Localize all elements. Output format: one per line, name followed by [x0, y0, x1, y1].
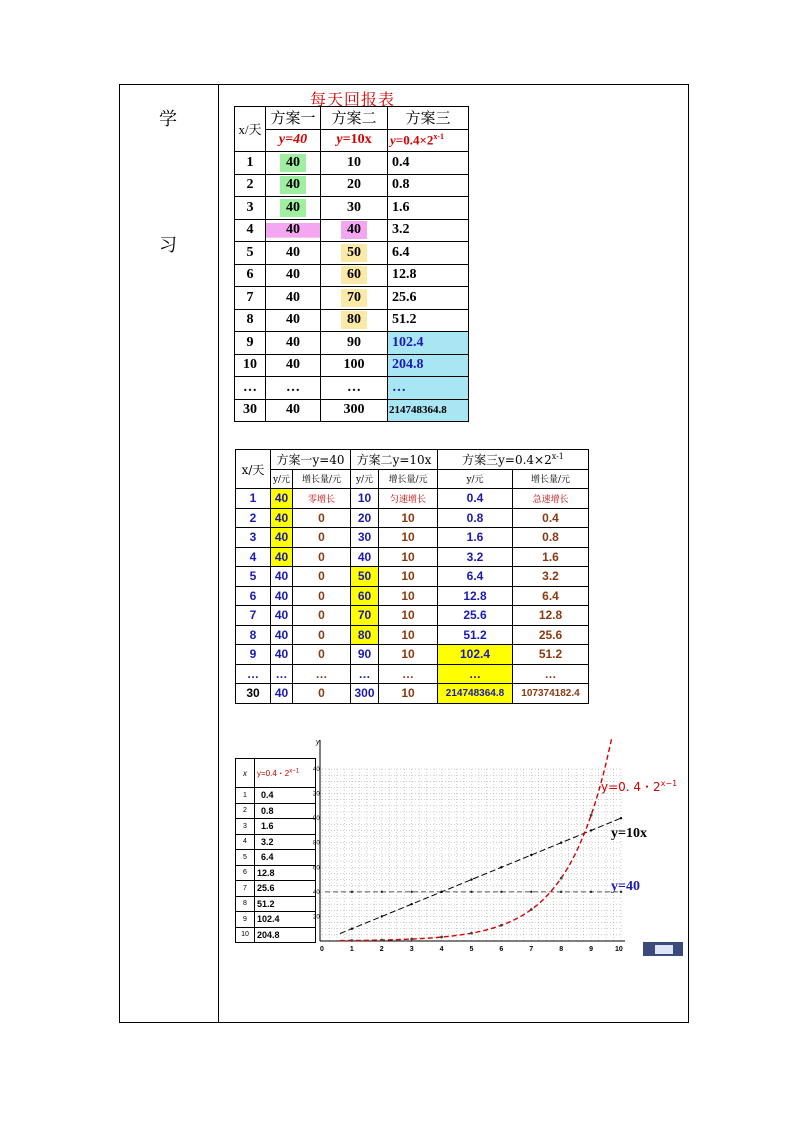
table2-cell-b: 90 — [351, 645, 379, 665]
table1-cell-b: … — [321, 377, 388, 400]
table1-row — [235, 332, 469, 355]
table2-cell-a: 40 — [271, 606, 293, 626]
table3-cell-x: 4 — [236, 834, 255, 850]
table2-cell-bi: 10 — [379, 625, 438, 645]
y-tick-label: 20 — [313, 791, 320, 798]
table1-cell-a: 40 — [266, 399, 321, 422]
table2-cell-x: 1 — [236, 489, 271, 509]
table2-row — [236, 684, 589, 704]
daily-return-table — [234, 106, 469, 422]
series-point-exp — [380, 939, 383, 942]
table3-row — [236, 788, 316, 804]
table1-cell-x: 10 — [235, 354, 266, 377]
series-point-exp — [530, 908, 533, 911]
table2-cell-b: 50 — [351, 567, 379, 587]
table2-cell-x: 8 — [236, 625, 271, 645]
table1-cell-b: 60 — [321, 264, 388, 287]
chart-grid — [322, 769, 621, 941]
table2-cell-x: 5 — [236, 567, 271, 587]
table3-row — [236, 881, 316, 897]
subheader-inc: 增长量/元 — [379, 469, 438, 489]
label-y-10x: y=10x — [611, 826, 647, 841]
table2-cell-bi: 10 — [379, 645, 438, 665]
series-point-y10x — [530, 854, 532, 856]
table1-cell-x: 5 — [235, 242, 266, 265]
side-label-xi: 习 — [159, 235, 177, 256]
table1-cell-x: 2 — [235, 174, 266, 197]
table2-row — [236, 586, 589, 606]
series-point-y40 — [590, 891, 592, 893]
table2-cell-b: 80 — [351, 625, 379, 645]
table1-row — [235, 242, 469, 265]
table2-cell-bi: 10 — [379, 567, 438, 587]
series-point-y10x — [381, 915, 383, 917]
x-tick-label: 6 — [499, 946, 504, 953]
table2-cell-x: 3 — [236, 528, 271, 548]
series-point-y10x — [560, 842, 562, 844]
table1-cell-b: 40 — [321, 219, 388, 242]
table2-cell-ci: 12.8 — [513, 606, 589, 626]
formula-plan3: $y=0.4\times 2^{x-1}$ — [388, 129, 469, 152]
table2-header-plan2: 方案二y=10x — [351, 450, 438, 470]
series-point-y40 — [411, 891, 413, 893]
table1-cell-c: 0.8 — [388, 174, 469, 197]
table2-cell-c: 1.6 — [438, 528, 513, 548]
table2-cell-bi: … — [379, 664, 438, 684]
table2-cell-bi: 10 — [379, 528, 438, 548]
column-divider — [218, 85, 219, 1022]
table2-cell-x: 7 — [236, 606, 271, 626]
table2-row — [236, 508, 589, 528]
table1-cell-c: 12.8 — [388, 264, 469, 287]
table2-cell-ai: 0 — [293, 547, 351, 567]
table2-cell-ai: 0 — [293, 567, 351, 587]
table3-row — [236, 865, 316, 881]
table2-cell-a: 40 — [271, 625, 293, 645]
table2-cell-ci: 急速增长 — [513, 489, 589, 509]
y-tick-label: 80 — [313, 840, 320, 847]
table2-corner: x/天 — [236, 450, 271, 489]
table1-row — [235, 399, 469, 422]
table2-cell-ci: 0.8 — [513, 528, 589, 548]
table2-cell-bi: 10 — [379, 684, 438, 704]
y-tick-label: 60 — [313, 865, 320, 872]
table2-cell-b: 20 — [351, 508, 379, 528]
table2-row — [236, 645, 589, 665]
table1-cell-a: 40 — [266, 264, 321, 287]
table2-header-plan3: 方案三$y=0.4\times 2^{x-1}$ — [438, 450, 589, 470]
table2-cell-ci: 6.4 — [513, 586, 589, 606]
table2-cell-ai: 0 — [293, 645, 351, 665]
series-point-exp — [560, 877, 563, 880]
table1-cell-x: 4 — [235, 219, 266, 242]
series-curve-exp — [340, 737, 612, 941]
table2-cell-c: 51.2 — [438, 625, 513, 645]
table3-cell-x: 6 — [236, 865, 255, 881]
table2-cell-x: … — [236, 664, 271, 684]
table2-cell-a: … — [271, 664, 293, 684]
table2-cell-a: 40 — [271, 645, 293, 665]
table3-cell-x: 5 — [236, 850, 255, 866]
table1-row — [235, 377, 469, 400]
table1-cell-x: 30 — [235, 399, 266, 422]
table1-header: 方案一 — [266, 107, 321, 130]
table2-cell-ci: 3.2 — [513, 567, 589, 587]
table2-cell-bi: 10 — [379, 606, 438, 626]
x-tick-label: 2 — [379, 946, 384, 953]
table1-cell-c: 3.2 — [388, 219, 469, 242]
table1-cell-a: 40 — [266, 287, 321, 310]
table2-cell-ai: 0 — [293, 606, 351, 626]
table1-row — [235, 197, 469, 220]
x-tick-label: 4 — [439, 946, 444, 953]
table1-cell-b: 20 — [321, 174, 388, 197]
x-tick-label: 1 — [349, 946, 354, 953]
table3-cell-y: 0.4 — [255, 788, 316, 804]
exp-values-table — [235, 758, 316, 943]
growth-comparison-table — [235, 449, 589, 704]
series-point-y10x — [620, 817, 622, 819]
table1-cell-c: 6.4 — [388, 242, 469, 265]
table1-cell-x: 1 — [235, 152, 266, 175]
table1-cell-b: 90 — [321, 332, 388, 355]
y-tick-label: 00 — [313, 816, 320, 823]
table2-cell-ci: 0.4 — [513, 508, 589, 528]
table2-cell-a: 40 — [271, 528, 293, 548]
table2-cell-ci: 51.2 — [513, 645, 589, 665]
label-y-40: y=40 — [611, 879, 640, 894]
series-point-y10x — [590, 829, 592, 831]
series-point-y10x — [351, 928, 353, 930]
table2-cell-ai: … — [293, 664, 351, 684]
table2-cell-c: 214748364.8 — [438, 684, 513, 704]
subheader-y: y/元 — [271, 469, 293, 489]
table2-cell-ci: … — [513, 664, 589, 684]
table2-cell-a: 40 — [271, 508, 293, 528]
table2-cell-a: 40 — [271, 547, 293, 567]
formula-plan2: y=10x — [321, 129, 388, 152]
table3-row — [236, 819, 316, 835]
x-tick-label: 10 — [615, 946, 623, 953]
table3-row — [236, 896, 316, 912]
table1-row — [235, 309, 469, 332]
table2-cell-ai: 0 — [293, 528, 351, 548]
table2-cell-b: 70 — [351, 606, 379, 626]
subheader-inc: 增长量/元 — [293, 469, 351, 489]
series-point-exp — [500, 924, 503, 927]
table2-cell-c: 0.8 — [438, 508, 513, 528]
table3-cell-y: 204.8 — [255, 927, 316, 943]
table1-cell-c: 1.6 — [388, 197, 469, 220]
table1-cell-c: 0.4 — [388, 152, 469, 175]
table2-row — [236, 489, 589, 509]
table1-cell-b: 50 — [321, 242, 388, 265]
table1-header: 方案三 — [388, 107, 469, 130]
series-point-y10x — [440, 891, 442, 893]
table1-cell-x: 7 — [235, 287, 266, 310]
y-axis-label: y — [316, 739, 320, 746]
x-tick-label: 8 — [559, 946, 564, 953]
table1-cell-a: 40 — [266, 354, 321, 377]
table1-cell-x: 3 — [235, 197, 266, 220]
table3-header-y: y=0.4・$2^{x-1}$ — [255, 759, 316, 788]
table2-cell-a: 40 — [271, 684, 293, 704]
series-point-exp — [470, 932, 473, 935]
table2-row — [236, 606, 589, 626]
table2-cell-ci: 107374182.4 — [513, 684, 589, 704]
table1-cell-b: 80 — [321, 309, 388, 332]
table3-cell-y: 25.6 — [255, 881, 316, 897]
table1-cell-x: 8 — [235, 309, 266, 332]
table2-cell-c: 102.4 — [438, 645, 513, 665]
table1-cell-c: 25.6 — [388, 287, 469, 310]
table1-row — [235, 174, 469, 197]
table2-cell-ai: 0 — [293, 586, 351, 606]
table2-cell-bi: 10 — [379, 547, 438, 567]
table3-row — [236, 803, 316, 819]
table3-header-x: x — [236, 759, 255, 788]
table2-row — [236, 567, 589, 587]
table2-row — [236, 528, 589, 548]
x-tick-label: 7 — [529, 946, 534, 953]
table2-cell-ai: 0 — [293, 508, 351, 528]
series-point-y40 — [351, 891, 353, 893]
table3-cell-y: 102.4 — [255, 912, 316, 928]
table2-row — [236, 664, 589, 684]
table3-cell-x: 2 — [236, 803, 255, 819]
table3-cell-y: 12.8 — [255, 865, 316, 881]
table3-cell-y: 0.8 — [255, 803, 316, 819]
table1-cell-c: 214748364.8 — [388, 399, 469, 422]
series-point-y40 — [530, 891, 532, 893]
table1-corner: x/天 — [235, 107, 266, 152]
y-tick-label: 40 — [313, 767, 320, 773]
slide-thumbnail — [643, 942, 683, 956]
table2-cell-c: 25.6 — [438, 606, 513, 626]
table2-cell-b: 60 — [351, 586, 379, 606]
table1-cell-b: 30 — [321, 197, 388, 220]
table1-cell-x: … — [235, 377, 266, 400]
table2-cell-x: 30 — [236, 684, 271, 704]
table1-cell-a: 40 — [266, 197, 321, 220]
table2-header-plan1: 方案一y=40 — [271, 450, 351, 470]
x-tick-label: 3 — [409, 946, 414, 953]
subheader-y: y/元 — [438, 469, 513, 489]
subheader-inc: 增长量/元 — [513, 469, 589, 489]
table3-cell-x: 1 — [236, 788, 255, 804]
table1-cell-c: 102.4 — [388, 332, 469, 355]
table2-row — [236, 547, 589, 567]
table2-cell-ai: 0 — [293, 684, 351, 704]
series-point-y10x — [470, 878, 472, 880]
table2-cell-bi: 10 — [379, 508, 438, 528]
table3-cell-y: 3.2 — [255, 834, 316, 850]
series-point-exp — [351, 939, 354, 942]
table3-row — [236, 850, 316, 866]
table2-cell-ai: 0 — [293, 625, 351, 645]
table2-row — [236, 625, 589, 645]
table1-row — [235, 219, 469, 242]
series-point-exp — [590, 814, 593, 817]
label-exp: y=0. 4・$2^{x-1}$ — [601, 779, 678, 794]
table2-cell-c: 0.4 — [438, 489, 513, 509]
table2-cell-ci: 1.6 — [513, 547, 589, 567]
series-point-y10x — [411, 903, 413, 905]
series-point-y40 — [500, 891, 502, 893]
table2-cell-x: 4 — [236, 547, 271, 567]
table2-cell-c: 6.4 — [438, 567, 513, 587]
table1-cell-c: 204.8 — [388, 354, 469, 377]
table2-cell-a: 40 — [271, 567, 293, 587]
function-graph — [305, 735, 685, 960]
table1-cell-b: 70 — [321, 287, 388, 310]
table1-cell-a: 40 — [266, 219, 321, 242]
table2-cell-b: 300 — [351, 684, 379, 704]
x-tick-label: 0 — [320, 946, 324, 953]
table3-cell-x: 3 — [236, 819, 255, 835]
table2-cell-b: 30 — [351, 528, 379, 548]
series-point-y10x — [500, 866, 502, 868]
table1-cell-b: 100 — [321, 354, 388, 377]
table2-cell-a: 40 — [271, 586, 293, 606]
table3-cell-y: 6.4 — [255, 850, 316, 866]
table1-row — [235, 264, 469, 287]
y-tick-label: 20 — [313, 914, 320, 921]
table2-cell-x: 9 — [236, 645, 271, 665]
table3-row — [236, 912, 316, 928]
table1-header: 方案二 — [321, 107, 388, 130]
series-point-y40 — [470, 891, 472, 893]
table1-cell-a: 40 — [266, 152, 321, 175]
table1-row — [235, 152, 469, 175]
table1-title: 每天回报表 — [310, 90, 396, 109]
table1-row — [235, 354, 469, 377]
table1-cell-a: 40 — [266, 174, 321, 197]
table3-row — [236, 927, 316, 943]
table1-row — [235, 287, 469, 310]
table1-cell-a: 40 — [266, 242, 321, 265]
table3-cell-x: 8 — [236, 896, 255, 912]
table2-cell-a: 40 — [271, 489, 293, 509]
table1-cell-a: 40 — [266, 309, 321, 332]
series-point-y40 — [560, 891, 562, 893]
table2-cell-c: 12.8 — [438, 586, 513, 606]
table2-cell-c: … — [438, 664, 513, 684]
table1-cell-b: 300 — [321, 399, 388, 422]
table3-cell-x: 7 — [236, 881, 255, 897]
table3-cell-x: 10 — [236, 927, 255, 943]
x-tick-label: 9 — [589, 946, 594, 953]
subheader-y: y/元 — [351, 469, 379, 489]
table3-row — [236, 834, 316, 850]
table2-cell-b: … — [351, 664, 379, 684]
table2-cell-bi: 匀速增长 — [379, 489, 438, 509]
table1-cell-a: … — [266, 377, 321, 400]
table3-cell-y: 51.2 — [255, 896, 316, 912]
table2-cell-bi: 10 — [379, 586, 438, 606]
table1-cell-a: 40 — [266, 332, 321, 355]
side-label-xue: 学 — [159, 109, 177, 130]
table2-cell-b: 40 — [351, 547, 379, 567]
series-point-exp — [440, 936, 443, 939]
series-point-exp — [410, 938, 413, 941]
table3-cell-x: 9 — [236, 912, 255, 928]
formula-plan1: y=40 — [266, 129, 321, 152]
table1-cell-x: 6 — [235, 264, 266, 287]
table1-cell-x: 9 — [235, 332, 266, 355]
x-tick-label: 5 — [469, 946, 474, 953]
table3-cell-y: 1.6 — [255, 819, 316, 835]
table1-cell-c: … — [388, 377, 469, 400]
table2-cell-c: 3.2 — [438, 547, 513, 567]
table2-cell-b: 10 — [351, 489, 379, 509]
table1-cell-c: 51.2 — [388, 309, 469, 332]
table2-cell-ci: 25.6 — [513, 625, 589, 645]
table1-cell-b: 10 — [321, 152, 388, 175]
series-point-y40 — [381, 891, 383, 893]
table2-cell-x: 2 — [236, 508, 271, 528]
y-tick-label: 40 — [313, 889, 320, 896]
table2-cell-x: 6 — [236, 586, 271, 606]
table2-cell-ai: 零增长 — [293, 489, 351, 509]
